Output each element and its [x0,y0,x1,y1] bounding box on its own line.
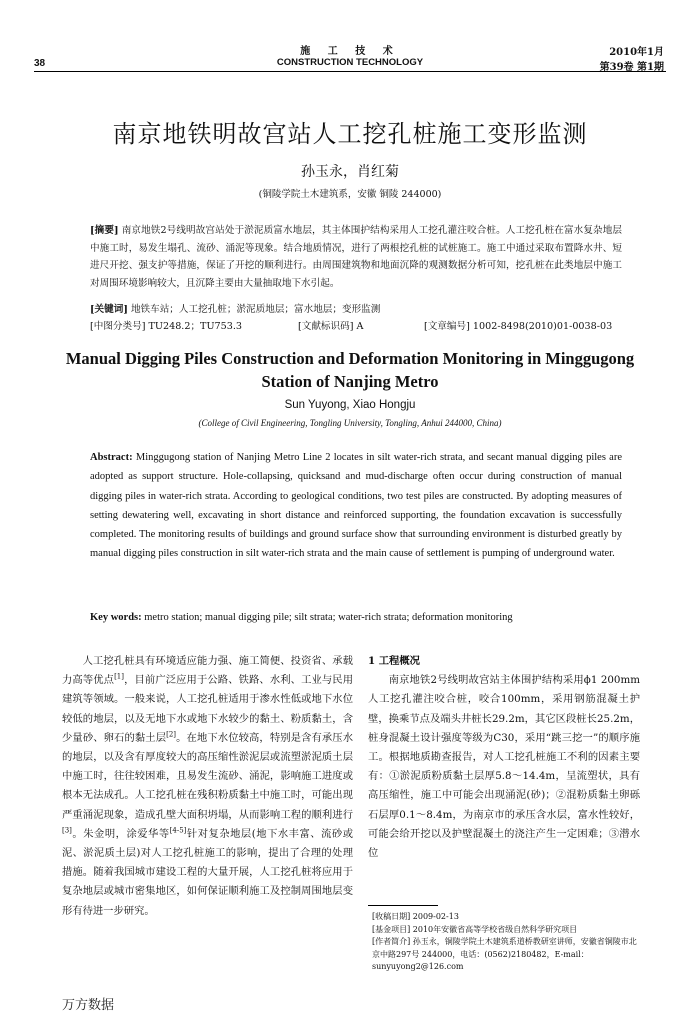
journal-name-en: CONSTRUCTION TECHNOLOGY [276,57,424,68]
watermark: 万方数据 [62,998,115,1013]
intro-text-2: ，目前广泛应用于公路、铁路、水利、工业与民用建筑等领域。一般来说，人工挖孔桩适用于渗水性低或地下水位较低的地层，以及无地下水或地下水较少的黏土、粉质黏土，含少量砂、卵石的黏土层 [62,674,354,744]
citation-2: [2] [166,730,177,739]
keywords-en [90,612,622,623]
abstract-en-text: Minggugong station of Nanjing Metro Line 2 locates in silt water-rich strata, and secant manual digging piles are adopted as support structure. Hole-collapsing, quicksand and mud-discharge often occur during construction of manual digging piles in water-rich strata. According to geological conditions, two test piles are constructed. By adopting measures of setting dewatering well, excavating in short distance and reinforced supporting, the foundation excavation is successfully completed. The monitoring results of buildings and ground surface show that surrounding environment is disturbed greatly by manual digging piles construction in silt water-rich strata and the main cause of settlement is pumping of underground water. [90,452,622,560]
keywords-cn-text: 地铁车站；人工挖孔桩；淤泥质地层；富水地层；变形监测 [130,304,381,315]
keywords-en-label: Key words: [90,612,142,623]
abstract-cn [90,222,622,292]
footnote-received: [收稿日期] 2009-02-13 [372,912,459,921]
citation-1: [1] [114,672,124,681]
intro-text-4: 。朱金明，涂爱华等 [71,827,170,840]
document-code: [文献标识码] A [298,321,364,332]
footnote-author: [作者简介] 孙玉永，铜陵学院土木建筑系道桥教研室讲师，安徽省铜陵市北京中路297号 244000，电话：(0562)2180482，E-mail：sunyuyong2@126.com [372,937,637,971]
abstract-en [90,448,622,564]
abstract-en-label: Abstract: [90,452,133,463]
body-left-column [62,652,353,921]
intro-text-1: 人工挖孔桩具有环境适应能力强、施工简便、投资省、承载力高等优点 [62,655,353,687]
affiliation-en: (College of Civil Engineering, Tongling University, Tongling, Anhui 244000, China) [198,418,502,428]
intro-text-5: 针对复杂地层(地下水丰富、流砂或泥、淤泥质土层)对人工挖孔桩施工的影响，提出了合理的处理措施。随着我国城市建设工程的大量开展，人工挖孔桩将应用于复杂地层或城市密集地区，如何保证顺利施工及控制周围地层变形有待进一步研究。 [62,827,353,917]
journal-name-cn: 施 工 技 术 [300,46,400,57]
header-divider [34,71,666,72]
page-number: 38 [34,58,46,69]
section-heading: 1 工程概况 [368,655,420,667]
authors-cn: 孙玉永，肖红菊 [301,164,399,180]
paper-title-cn: 南京地铁明故宫站人工挖孔桩施工变形监测 [112,120,588,148]
project-overview-text: 南京地铁2号线明故宫站主体围护结构采用ϕ1 200mm人工挖孔灌注咬合桩，咬合100mm，采用钢筋混凝土护壁，换乘节点及端头井桩长29.2m，其它区段桩长25.2m，桩身混凝土设计强度等级为C30，采用“跳三挖一”的顺序施工。根据地质勘查报告，对人工挖孔桩施工不利的因素主要有：①淤泥质粉质黏土层厚5.8～14.4m，呈流塑状，具有高压缩性，施工中可能会出现涌泥(砂)；②混粉质黏土卵砾石层厚0.1～8.4m，为南京市的承压含水层，富水性较好，可能会给开挖以及护壁混凝土的浇注产生一定困难；③潜水位 [368,674,640,860]
keywords-cn [90,301,622,315]
abstract-cn-text: 南京地铁2号线明故宫站处于淤泥质富水地层，其主体围护结构采用人工挖孔灌注咬合桩。人工挖孔桩在富水复杂地层中施工时，易发生塌孔、流砂、涌泥等现象。结合地质情况，进行了两根挖孔桩的试桩施工。施工中通过采取布置降水井、短进尺开挖、强支护等措施，保证了开挖的顺利进行。由周围建筑物和地面沉降的观测数据分析可知，挖孔桩在此类地层中施工对周围环境影响较大，且沉降主要由大量抽取地下水引起。 [90,225,622,289]
intro-text-3: 。在地下水位较高，特别是含有承压水的地层，以及含有厚度较大的高压缩性淤泥层或流塑淤泥质土层中施工时，往往较困难，且易发生流砂、涌泥，影响施工进度或根本无法成孔。人工挖孔桩在残积粉质黏土中施工时，可能出现严重涌泥现象，造成孔壁大面积坍塌，从而影响工程的顺利进行 [62,731,354,821]
citation-4-5: [4-5] [169,826,187,835]
paper-title-en: Manual Digging Piles Construction and Deformation Monitoring in Minggugong Station of Nanjing Metro [65,349,635,391]
footnote-fund: [基金项目] 2010年安徽省高等学校省级自然科学研究项目 [372,924,578,934]
keywords-en-text: metro station; manual digging pile; silt strata; water-rich strata; deformation monitoring [144,612,513,623]
issue-date: 2010年1月 [609,47,664,58]
clc-number: [中图分类号] TU248.2；TU753.3 [90,321,242,332]
footnote-divider [368,905,438,906]
keywords-cn-label: [关键词] [90,304,128,315]
volume-issue: 第39卷 第1期 [599,62,664,73]
article-number: [文章编号] 1002-8498(2010)01-0038-03 [424,321,613,332]
affiliation-cn: (铜陵学院土木建筑系，安徽 铜陵 244000) [258,189,442,200]
abstract-cn-label: [摘要] [90,225,119,236]
footnotes [372,911,642,974]
citation-3: [3] [62,826,72,835]
authors-en: Sun Yuyong, Xiao Hongju [284,399,416,411]
body-right-column [368,652,640,863]
